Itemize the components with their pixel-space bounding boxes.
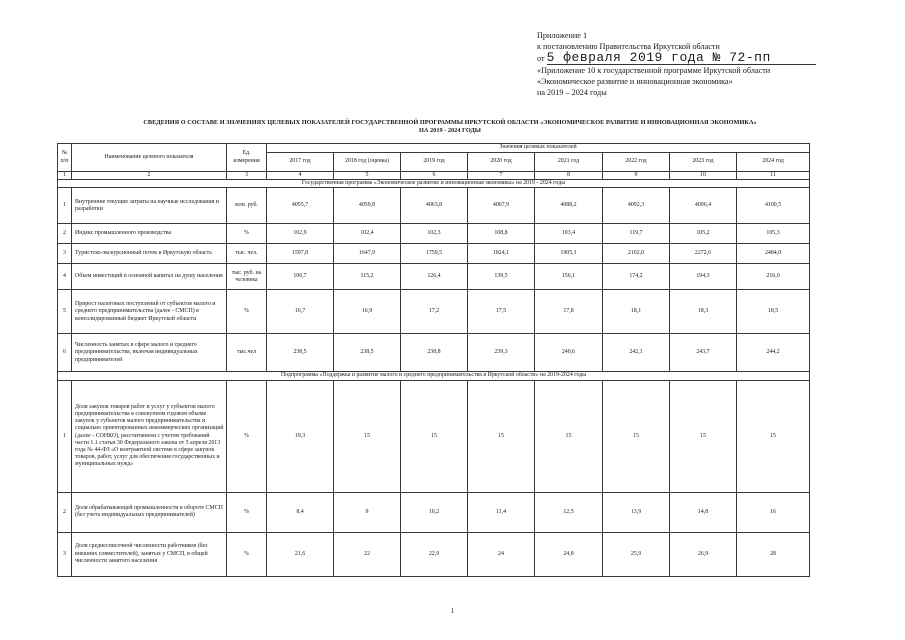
row-value: 16: [737, 492, 810, 532]
row-value: 238,5: [267, 334, 334, 372]
row-unit: %: [227, 224, 267, 244]
resolution-reference: к постановлению Правительства Иркутской области: [537, 42, 720, 51]
row-value: 4059,8: [334, 188, 401, 224]
date-prefix: от: [537, 54, 545, 63]
row-num: 6: [58, 334, 72, 372]
row-value: 22: [334, 532, 401, 576]
row-name: Доля среднесписочной численности работников (без внешних совместителей), занятых у СМСП, в общей численности занятого населения: [72, 532, 227, 576]
column-number: 3: [227, 172, 267, 180]
program-name-line: «Экономическое развитие и инновационная экономика»: [537, 77, 733, 86]
header-num: № п/п: [58, 144, 72, 172]
row-value: 1824,1: [468, 244, 535, 264]
row-value: 240,6: [535, 334, 603, 372]
row-num: 4: [58, 264, 72, 290]
row-value: 2272,6: [670, 244, 737, 264]
document-title: [60, 119, 840, 135]
header-year: 2023 год: [670, 153, 737, 172]
row-num: 2: [58, 492, 72, 532]
table-row: [58, 532, 810, 576]
row-value: 242,1: [603, 334, 670, 372]
row-value: 18,3: [670, 290, 737, 334]
column-number: 6: [401, 172, 468, 180]
row-value: 103,4: [535, 224, 603, 244]
row-unit: %: [227, 532, 267, 576]
row-value: 216,0: [737, 264, 810, 290]
row-value: 244,2: [737, 334, 810, 372]
table-row: [58, 290, 810, 334]
row-value: 8,4: [267, 492, 334, 532]
table-row: [58, 264, 810, 290]
header-year: 2022 год: [603, 153, 670, 172]
row-value: 194,3: [670, 264, 737, 290]
row-name: Численность занятых в сфере малого и среднего предпринимательства, включая индивидуальных предпринимателей: [72, 334, 227, 372]
header-year: 2018 год (оценка): [334, 153, 401, 172]
section-row: [58, 372, 810, 380]
row-value: 238,5: [334, 334, 401, 372]
handwritten-date: [547, 52, 816, 65]
row-value: 24,8: [535, 532, 603, 576]
row-value: 10,2: [401, 492, 468, 532]
row-name: Объем инвестиций в основной капитал на душу населения: [72, 264, 227, 290]
row-name: Внутренние текущие затраты на научные исследования и разработки: [72, 188, 227, 224]
program-period-line: на 2019 – 2024 годы: [537, 88, 607, 97]
row-value: 105,3: [737, 224, 810, 244]
column-number: 1: [58, 172, 72, 180]
row-value: 2102,0: [603, 244, 670, 264]
row-value: 25,9: [603, 532, 670, 576]
header-year: 2019 год: [401, 153, 468, 172]
column-number: 2: [72, 172, 227, 180]
table-row: [58, 244, 810, 264]
row-num: 1: [58, 380, 72, 492]
row-value: 17,5: [468, 290, 535, 334]
row-num: 3: [58, 244, 72, 264]
row-value: 4067,9: [468, 188, 535, 224]
row-unit: тыс. чел.: [227, 244, 267, 264]
row-value: 108,8: [468, 224, 535, 244]
row-name: Туристско-экскурсионный поток в Иркутскую область: [72, 244, 227, 264]
header-year: 2017 год: [267, 153, 334, 172]
row-value: 26,9: [670, 532, 737, 576]
table-row: [58, 492, 810, 532]
row-value: 102,3: [401, 224, 468, 244]
row-value: 1759,5: [401, 244, 468, 264]
column-number: 10: [670, 172, 737, 180]
row-unit: %: [227, 492, 267, 532]
column-number: 8: [535, 172, 603, 180]
row-value: 4092,3: [603, 188, 670, 224]
section-title: Государственная программа «Экономическое развитие и инновационная экономика» на 2019 - 2024 годы: [58, 180, 810, 188]
row-value: 4100,5: [737, 188, 810, 224]
row-value: 15: [737, 380, 810, 492]
indicators-table: [57, 143, 810, 577]
row-value: 105,2: [670, 224, 737, 244]
row-value: 9: [334, 492, 401, 532]
row-num: 1: [58, 188, 72, 224]
row-value: 24: [468, 532, 535, 576]
row-num: 2: [58, 224, 72, 244]
row-name: Прирост налоговых поступлений от субъектов малого и среднего предпринимательства (далее - СМСП) в консолидированный бюджет Иркутской области: [72, 290, 227, 334]
header-year: 2020 год: [468, 153, 535, 172]
row-value: 16,7: [267, 290, 334, 334]
row-value: 2484,0: [737, 244, 810, 264]
title-line-1: СВЕДЕНИЯ О СОСТАВЕ И ЗНАЧЕНИЯХ ЦЕЛЕВЫХ ПОКАЗАТЕЛЕЙ ГОСУДАРСТВЕННОЙ ПРОГРАММЫ ИРКУТСКОЙ ОБЛАСТИ «ЭКОНОМИЧЕСКОЕ РАЗВИТИЕ И ИННОВАЦИОННАЯ ЭКОНОМИКА»: [143, 119, 757, 126]
row-value: 15: [535, 380, 603, 492]
row-value: 174,2: [603, 264, 670, 290]
header-name: Наименование целевого показателя: [72, 144, 227, 172]
table-row: [58, 334, 810, 372]
appendix-label: Приложение 1: [537, 31, 588, 40]
row-value: 102,9: [267, 224, 334, 244]
row-value: 115,2: [334, 264, 401, 290]
row-value: 239,3: [468, 334, 535, 372]
row-value: 238,8: [401, 334, 468, 372]
handwritten-date-text: 5 февраля 2019 года № 72-пп: [546, 50, 771, 65]
row-value: 126,4: [401, 264, 468, 290]
row-value: 14,8: [670, 492, 737, 532]
row-value: 15: [670, 380, 737, 492]
row-value: 17,8: [535, 290, 603, 334]
row-value: 4096,4: [670, 188, 737, 224]
resolution-date-line: [537, 52, 867, 65]
row-unit: тыс. руб. на человека: [227, 264, 267, 290]
row-value: 11,4: [468, 492, 535, 532]
row-value: 102,4: [334, 224, 401, 244]
row-value: 22,9: [401, 532, 468, 576]
row-value: 139,5: [468, 264, 535, 290]
row-value: 28: [737, 532, 810, 576]
row-name: Доля закупок товаров работ и услуг у субъектов малого предпринимательства в совокупном годовом объеме закупок у субъектов малого предпринимательства и социально ориентированных некоммерческих организаций (далее - СОНКО), рассчитанном с учетом требований части 1.1 статьи 30 Федерального закона от 5 апреля 2013 года № 44-ФЗ «О контрактной системе в сфере закупок товаров, работ, услуг для обеспечения государственных и муниципальных нужд»: [72, 380, 227, 492]
row-value: 1647,9: [334, 244, 401, 264]
row-value: 17,2: [401, 290, 468, 334]
column-number: 9: [603, 172, 670, 180]
row-unit: %: [227, 290, 267, 334]
row-value: 21,6: [267, 532, 334, 576]
header-year: 2024 год: [737, 153, 810, 172]
approval-header: [537, 30, 867, 98]
section-row: [58, 180, 810, 188]
row-value: 15: [468, 380, 535, 492]
row-num: 3: [58, 532, 72, 576]
row-value: 106,7: [267, 264, 334, 290]
row-value: 12,5: [535, 492, 603, 532]
table-row: [58, 380, 810, 492]
header-unit: Ед. измерения: [227, 144, 267, 172]
row-value: 4088,2: [535, 188, 603, 224]
column-number: 4: [267, 172, 334, 180]
row-value: 1597,8: [267, 244, 334, 264]
row-name: Индекс промышленного производства: [72, 224, 227, 244]
column-number: 7: [468, 172, 535, 180]
column-numbers-row: [58, 172, 810, 180]
row-value: 13,9: [603, 492, 670, 532]
program-appendix-line: «Приложение 10 к государственной программе Иркутской области: [537, 66, 771, 75]
header-year: 2021 год: [535, 153, 603, 172]
header-values-group: Значения целевых показателей: [267, 144, 810, 153]
row-unit: %: [227, 380, 267, 492]
row-value: 19,3: [267, 380, 334, 492]
row-value: 156,1: [535, 264, 603, 290]
column-number: 5: [334, 172, 401, 180]
row-value: 18,1: [603, 290, 670, 334]
row-num: 5: [58, 290, 72, 334]
row-value: 1905,1: [535, 244, 603, 264]
table-row: [58, 188, 810, 224]
row-value: 16,9: [334, 290, 401, 334]
row-value: 119,7: [603, 224, 670, 244]
row-value: 4055,7: [267, 188, 334, 224]
row-value: 15: [603, 380, 670, 492]
row-unit: тыс.чел: [227, 334, 267, 372]
title-line-2: НА 2019 - 2024 ГОДЫ: [419, 127, 481, 134]
row-value: 18,5: [737, 290, 810, 334]
section-title: Подпрограмма «Поддержка и развитие малого и среднего предпринимательства в Иркутской области» на 2019-2024 годы: [58, 372, 810, 380]
row-value: 4063,8: [401, 188, 468, 224]
row-value: 15: [401, 380, 468, 492]
row-name: Доля обрабатывающей промышленности в обороте СМСП (без учета индивидуальных предпринимателей): [72, 492, 227, 532]
column-number: 11: [737, 172, 810, 180]
row-unit: млн. руб.: [227, 188, 267, 224]
table-row: [58, 224, 810, 244]
row-value: 15: [334, 380, 401, 492]
page-number: 1: [450, 607, 455, 615]
row-value: 243,7: [670, 334, 737, 372]
